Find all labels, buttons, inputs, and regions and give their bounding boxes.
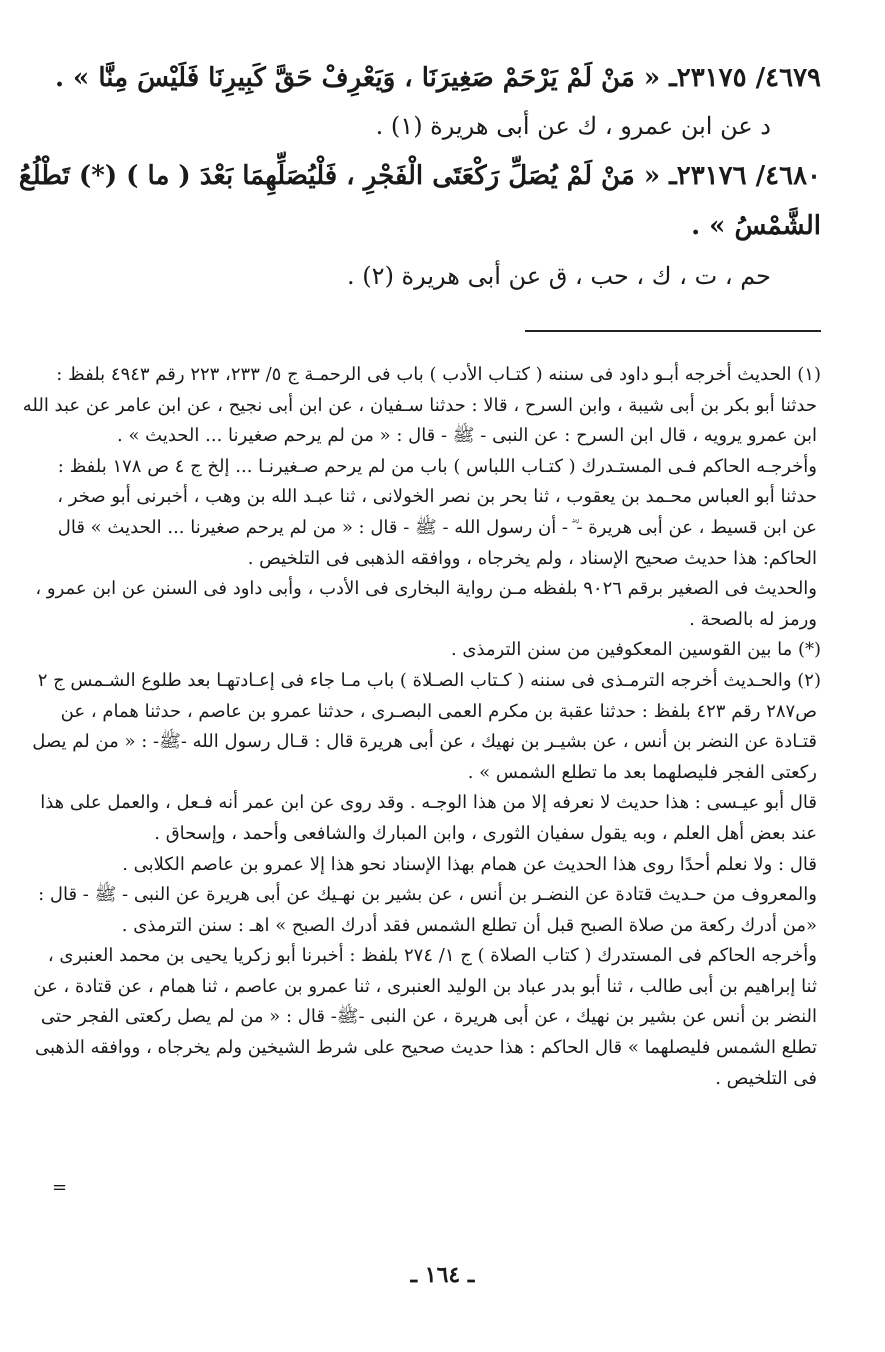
footnote-line: وأخرجـه الحاكم فـى المستـدرك ( كتـاب اللباس ) باب من لم يرحم صـغيرنـا ... إلخ ج ٤ ص ١٧٨ بلفظ :	[57, 455, 817, 477]
footnote-line: والحديث فى الصغير برقم ٩٠٢٦ بلفظه مـن رواية البخارى فى الأدب ، وأبى داود فى السنن عن ابن عمرو ،	[35, 578, 817, 600]
footnote-line: ركعتى الفجر فليصلهما بعد ما تطلع الشمس » .	[467, 761, 817, 783]
footnote-line: فى التلخيص .	[715, 1067, 817, 1089]
footnote-line: ثنا إبراهيم بن أبى طالب ، ثنا أبو بدر عباد بن الوليد العنبرى ، ثنا عمرو بن عاصم ، ثنا همام ، عن قتادة ، عن	[33, 975, 817, 997]
footnote-line: الحاكم: هذا حديث صحيح الإسناد ، ولم يخرجاه ، ووافقه الذهبى فى التلخيص .	[247, 547, 817, 569]
hadith-4680-continued: الشَّمْسُ » .	[691, 211, 821, 241]
footnote-line: والمعروف من حـديث قتادة عن النضـر بن أنس ، عن بشير بن نهـيك عن أبى هريرة عن النبى - ﷺ - قال :	[38, 884, 817, 906]
footnote-line: وأخرجه الحاكم فى المستدرك ( كتاب الصلاة ) ج ١/ ٢٧٤ بلفظ : أخبرنا أبو زكريا يحيى بن محمد العنبرى ،	[47, 945, 817, 967]
footnotes	[22, 360, 821, 1094]
hadith-4679-source: د عن ابن عمرو ، ك عن أبى هريرة (١) .	[375, 112, 771, 140]
hadith-4680-source: حم ، ت ، ك ، حب ، ق عن أبى هريرة (٢) .	[347, 262, 771, 290]
footnote-line: حدثنا أبو العباس محـمد بن يعقوب ، ثنا بحر بن نصر الخولانى ، ثنا عبـد الله بن وهب ، أخبرنى أبو صخر ،	[57, 486, 817, 508]
footnote-line: (*) ما بين القوسين المعكوفين من سنن الترمذى .	[450, 639, 821, 661]
footnote-line: عن ابن قسيط ، عن أبى هريرة - ؓ - أن رسول الله - ﷺ - قال : « من لم يرحم صغيرنا ... الحديث » قال	[57, 516, 817, 538]
continuation-mark: =	[52, 1177, 68, 1198]
footnote-line: (١) الحديث أخرجه أبـو داود فى سننه ( كتـاب الأدب ) باب فى الرحمـة ج ٥/ ٢٣٣، ٢٢٣ رقم ٤٩٤٣ بلفظ :	[56, 364, 821, 385]
hadith-4680: ٤٦٨٠/ ٢٣١٧٦ـ « مَنْ لَمْ يُصَلِّ رَكْعَتَى الْفَجْرِ ، فَلْيُصَلِّهِمَا بَعْدَ ( ما ) (*) تَطْلُعُ	[18, 161, 821, 191]
footnote-line: قتـادة عن النضر بن أنس ، عن بشيـر بن نهيك ، عن أبى هريرة قال : قـال رسول الله -ﷺ- : « من لم يصل	[32, 731, 817, 753]
footnote-line: ورمز له بالصحة .	[689, 608, 817, 630]
footnote-separator	[525, 330, 821, 332]
footnote-line: تطلع الشمس فليصلهما » قال الحاكم : هذا حديث صحيح على شرط الشيخين ولم يخرجاه ، ووافقه الذهبى	[34, 1037, 817, 1059]
footnote-line: «من أدرك ركعة من صلاة الصبح قبل أن تطلع الشمس فقد أدرك الصبح » اهـ : سنن الترمذى .	[121, 914, 817, 936]
page-number: ـ ١٦٤ ـ	[410, 1262, 475, 1288]
footnote-line: ابن عمرو يرويه ، قال ابن السرح : عن النبى - ﷺ - قال : « من لم يرحم صغيرنا ... الحديث » .	[117, 425, 817, 447]
footnote-line: قال : ولا نعلم أحدًا روى هذا الحديث عن همام بهذا الإسناد نحو هذا إلا عمرو بن عاصم الكلابى .	[122, 853, 817, 875]
footnote-line: ص٢٨٧ رقم ٤٢٣ بلفظ : حدثنا عقبة بن مكرم العمى البصـرى ، حدثنا عمرو بن عاصم ، حدثنا همام ، عن	[60, 700, 817, 722]
footnote-line: عند بعض أهل العلم ، وبه يقول سفيان الثورى ، وابن المبارك والشافعى وأحمد ، وإسحاق .	[154, 822, 817, 844]
footnote-line: حدثنا أبو بكر بن أبى شيبة ، وابن السرح ، قالا : حدثنا سـفيان ، عن ابن أبى نجيح ، عن ابن عامر عن عبد الله	[22, 394, 817, 416]
main-text	[18, 54, 821, 306]
footnote-line: النضر بن أنس عن بشير بن نهيك ، عن أبى هريرة ، عن النبى -ﷺ- قال : « من لم يصل ركعتى الفجر حتى	[40, 1006, 817, 1028]
footnote-line: (٢) والحـديث أخرجه الترمـذى فى سننه ( كـتاب الصـلاة ) باب مـا جاء فى إعـادتهـا بعد طلوع الشـمس ج ٢	[37, 669, 821, 691]
hadith-4679: ٤٦٧٩/ ٢٣١٧٥ـ « مَنْ لَمْ يَرْحَمْ صَغِيرَنَا ، وَيَعْرِفْ حَقَّ كَبِيرِنَا فَلَيْسَ مِنَّا » .	[54, 63, 821, 93]
footnote-line: قال أبو عيـسى : هذا حديث لا نعرفه إلا من هذا الوجـه . وقد روى عن ابن عمر أنه فـعل ، والعمل على هذا	[40, 792, 817, 814]
